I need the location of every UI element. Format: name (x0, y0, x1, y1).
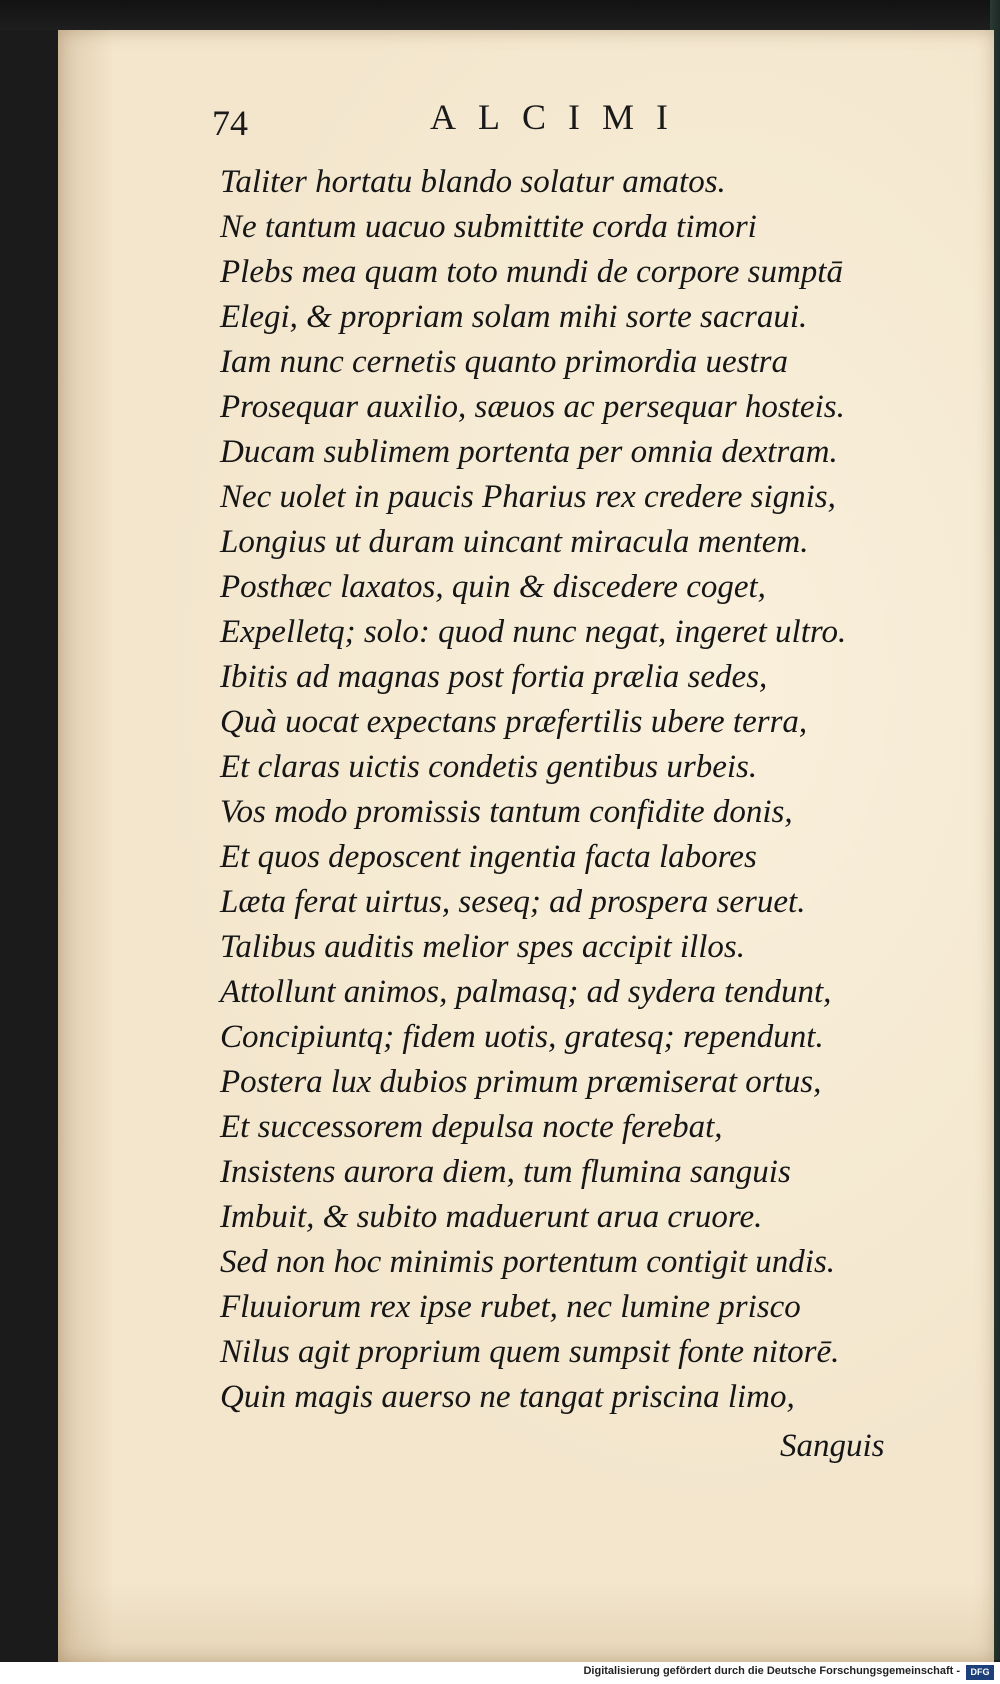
verse-line: Nilus agit proprium quem sumpsit fonte nitorē. (220, 1334, 840, 1370)
verse-line: Elegi, & propriam solam mihi sorte sacraui. (220, 299, 808, 335)
verse-line: Fluuiorum rex ipse rubet, nec lumine prisco (220, 1289, 801, 1325)
verse-line: Quà uocat expectans præfertilis ubere terra, (220, 704, 808, 740)
scan-top-edge (0, 0, 1000, 30)
verse-line: Et quos deposcent ingentia facta labores (220, 839, 757, 875)
verse-line: Et successorem depulsa nocte ferebat, (220, 1109, 723, 1145)
verse-line: Nec uolet in paucis Pharius rex credere signis, (220, 479, 836, 515)
page-header (212, 88, 932, 148)
verse-line: Et claras uictis condetis gentibus urbeis. (220, 749, 758, 785)
verse-line: Talibus auditis melior spes accipit illos. (220, 929, 745, 965)
verse-line: Ducam sublimem portenta per omnia dextram. (220, 434, 838, 470)
verse-line: Posthæc laxatos, quin & discedere coget, (220, 569, 766, 605)
verse-line: Quin magis auerso ne tangat priscina limo, (220, 1379, 795, 1415)
verse-line: Imbuit, & subito maduerunt arua cruore. (220, 1199, 763, 1235)
verse-line: Vos modo promissis tantum confidite donis, (220, 794, 793, 830)
verse-line: Prosequar auxilio, sæuos ac persequar hosteis. (220, 389, 845, 425)
verse-line: Plebs mea quam toto mundi de corpore sumptā (220, 254, 843, 290)
verse-line: Expelletq; solo: quod nunc negat, ingeret ultro. (220, 614, 847, 650)
funding-credit: Digitalisierung gefördert durch die Deutsche Forschungsgemeinschaft - (583, 1665, 960, 1677)
footer-bar (0, 1662, 1000, 1684)
verse-line: Insistens aurora diem, tum flumina sanguis (220, 1154, 791, 1190)
verse-line: Sed non hoc minimis portentum contigit undis. (220, 1244, 836, 1280)
verse-line: Taliter hortatu blando solatur amatos. (220, 164, 726, 200)
verse-line: Longius ut duram uincant miracula mentem. (220, 524, 809, 560)
verse-line: Læta ferat uirtus, seseq; ad prospera seruet. (220, 884, 806, 920)
verse-line: Concipiuntq; fidem uotis, gratesq; rependunt. (220, 1019, 824, 1055)
verse-line: Ne tantum uacuo submittite corda timori (220, 209, 757, 245)
verse-text (220, 160, 940, 1420)
verse-line: Postera lux dubios primum præmiserat ortus, (220, 1064, 822, 1100)
verse-line: Ibitis ad magnas post fortia prælia sedes, (220, 659, 768, 695)
page-number: 74 (212, 103, 248, 143)
verse-line: Iam nunc cernetis quanto primordia uestra (220, 344, 788, 380)
catchword: Sanguis (780, 1428, 885, 1464)
running-head: ALCIMI (430, 97, 690, 137)
verse-line: Attollunt animos, palmasq; ad sydera tendunt, (220, 974, 832, 1010)
dfg-logo: DFG (966, 1665, 994, 1680)
